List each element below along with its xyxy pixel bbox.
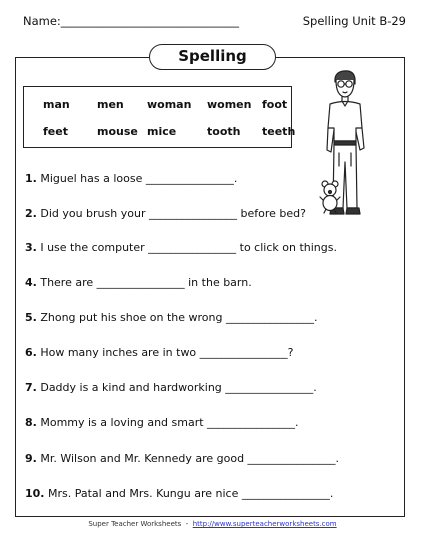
unit-label: Spelling Unit B-29 — [302, 14, 406, 28]
word-bank-item: feet — [43, 125, 68, 138]
page-title: Spelling — [149, 44, 276, 70]
question-number: 4. — [25, 276, 37, 289]
word-bank-item: teeth — [262, 125, 296, 138]
question-text: There are ________________ in the barn. — [40, 276, 252, 289]
question-text: Mrs. Patal and Mrs. Kungu are nice ________________. — [48, 487, 334, 500]
question-text: Daddy is a kind and hardworking ________________. — [40, 381, 317, 394]
question-9 — [25, 452, 339, 465]
word-bank-item: women — [207, 98, 252, 111]
question-8 — [25, 416, 299, 429]
question-number: 10. — [25, 487, 45, 500]
question-2 — [25, 207, 306, 220]
question-5 — [25, 311, 317, 324]
word-bank-item: mouse — [97, 125, 138, 138]
footer — [0, 520, 425, 528]
question-10 — [25, 487, 333, 500]
question-number: 1. — [25, 172, 37, 185]
name-field-label: Name:_______________________________ — [23, 14, 240, 28]
word-bank-item: men — [97, 98, 124, 111]
question-number: 6. — [25, 346, 37, 359]
question-text: Miguel has a loose ________________. — [40, 172, 238, 185]
word-bank-item: man — [43, 98, 70, 111]
question-number: 2. — [25, 207, 37, 220]
question-text: Did you brush your ________________ before bed? — [40, 207, 306, 220]
question-text: Mr. Wilson and Mr. Kennedy are good ________________. — [40, 452, 340, 465]
question-4 — [25, 276, 252, 289]
question-text: Mommy is a loving and smart ________________. — [40, 416, 299, 429]
question-6 — [25, 346, 294, 359]
question-number: 3. — [25, 241, 37, 254]
word-bank-item: mice — [147, 125, 177, 138]
question-number: 9. — [25, 452, 37, 465]
footer-site-name: Super Teacher Worksheets - — [88, 520, 193, 528]
question-3 — [25, 241, 337, 254]
footer-link[interactable]: http://www.superteacherworksheets.com — [192, 520, 337, 528]
man-with-teddy-bear-illustration — [318, 66, 374, 224]
word-bank — [23, 86, 292, 148]
question-1 — [25, 172, 237, 185]
word-bank-item: tooth — [207, 125, 241, 138]
question-number: 7. — [25, 381, 37, 394]
question-text: How many inches are in two ________________? — [40, 346, 294, 359]
question-text: I use the computer ________________ to click on things. — [40, 241, 337, 254]
question-text: Zhong put his shoe on the wrong ________________. — [40, 311, 318, 324]
word-bank-item: foot — [262, 98, 288, 111]
question-7 — [25, 381, 317, 394]
word-bank-item: woman — [147, 98, 192, 111]
question-number: 8. — [25, 416, 37, 429]
question-number: 5. — [25, 311, 37, 324]
